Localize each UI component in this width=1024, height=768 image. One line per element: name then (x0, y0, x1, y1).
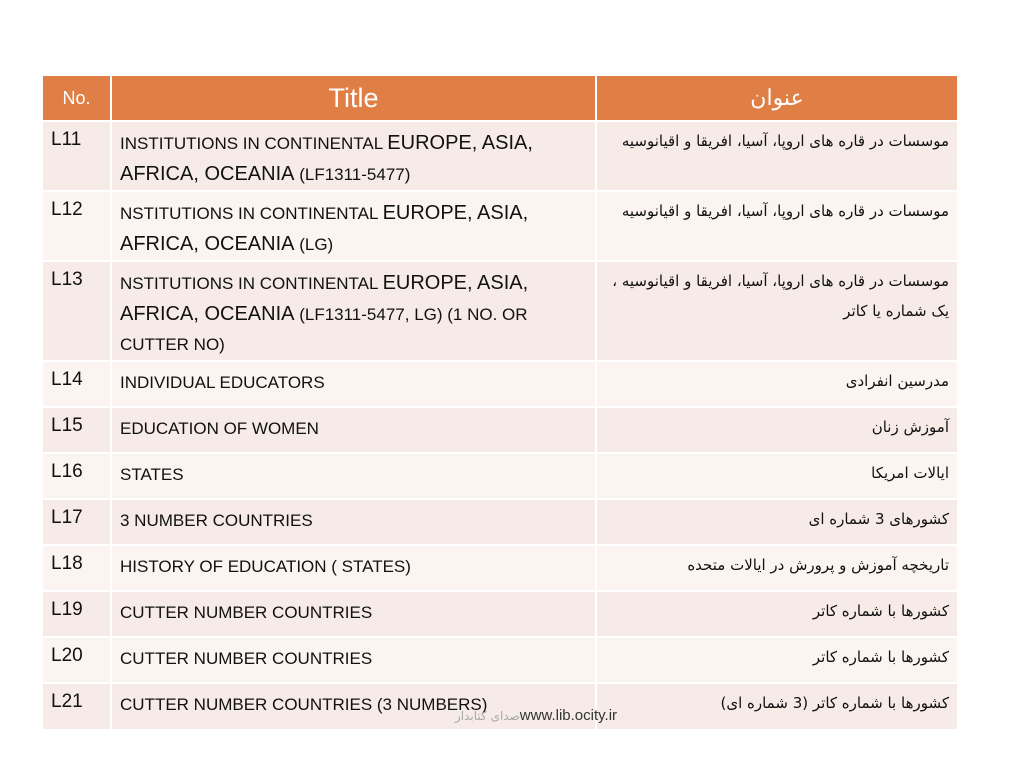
footer-brand: صدای کتابدار (455, 709, 520, 723)
row-number: L12 (43, 191, 111, 261)
table-row (43, 261, 957, 361)
row-number: L16 (43, 453, 111, 499)
row-title: HISTORY OF EDUCATION ( STATES) (111, 545, 596, 591)
row-persian-title: آموزش زنان (596, 407, 957, 453)
row-title: EDUCATION OF WOMEN (111, 407, 596, 453)
row-title (111, 191, 596, 261)
row-title-prefix: NSTITUTIONS IN CONTINENTAL (120, 204, 383, 223)
table-row (43, 499, 957, 545)
row-number: L11 (43, 121, 111, 191)
table-row (43, 545, 957, 591)
row-title (111, 121, 596, 191)
table-row (43, 453, 957, 499)
row-persian-title: کشورها با شماره کاتر (3 شماره ای) (596, 683, 957, 729)
row-persian-title: ایالات امریکا (596, 453, 957, 499)
table-row (43, 637, 957, 683)
row-title-prefix: INSTITUTIONS IN CONTINENTAL (120, 134, 388, 153)
table-row (43, 591, 957, 637)
row-title (111, 261, 596, 361)
row-number: L19 (43, 591, 111, 637)
row-persian-title: کشورها با شماره کاتر (596, 637, 957, 683)
row-persian-title: موسسات در قاره های اروپا، آسیا، افریقا و اقیانوسیه (596, 121, 957, 191)
table-row (43, 191, 957, 261)
table-row (43, 121, 957, 191)
row-title: CUTTER NUMBER COUNTRIES (111, 591, 596, 637)
row-title-suffix: (LF1311-5477, LG) (1 NO. OR CUTTER NO) (120, 305, 528, 354)
footer-watermark (455, 707, 617, 724)
header-persian-title: عنوان (596, 76, 957, 121)
header-title: Title (111, 76, 596, 121)
row-title-suffix: (LF1311-5477) (294, 165, 411, 184)
row-number: L14 (43, 361, 111, 407)
row-persian-title: تاریخچه آموزش و پرورش در ایالات متحده (596, 545, 957, 591)
table-row (43, 361, 957, 407)
row-title-suffix: (LG) (294, 235, 334, 254)
row-number: L15 (43, 407, 111, 453)
row-persian-title: موسسات در قاره های اروپا، آسیا، افریقا و اقیانوسیه ، یک شماره یا کاتر (596, 261, 957, 361)
row-title: CUTTER NUMBER COUNTRIES (111, 637, 596, 683)
row-title-prefix: NSTITUTIONS IN CONTINENTAL (120, 274, 383, 293)
classification-table-container (43, 76, 957, 729)
row-number: L18 (43, 545, 111, 591)
row-title: 3 NUMBER COUNTRIES (111, 499, 596, 545)
row-title: INDIVIDUAL EDUCATORS (111, 361, 596, 407)
row-title-continents: EUROPE, ASIA, AFRICA, OCEANIA (120, 272, 529, 325)
table-row (43, 407, 957, 453)
table-header-row (43, 76, 957, 121)
row-title-continents: EUROPE, ASIA, AFRICA, OCEANIA (120, 202, 529, 255)
row-persian-title: کشورها با شماره کاتر (596, 591, 957, 637)
row-persian-title: موسسات در قاره های اروپا، آسیا، افریقا و اقیانوسیه (596, 191, 957, 261)
row-title: CUTTER NUMBER COUNTRIES (3 NUMBERS) (111, 683, 596, 729)
row-title-continents: EUROPE, ASIA, AFRICA, OCEANIA (120, 132, 533, 185)
classification-table (43, 76, 957, 729)
row-title: STATES (111, 453, 596, 499)
row-number: L21 (43, 683, 111, 729)
row-number: L20 (43, 637, 111, 683)
footer-url[interactable]: www.lib.ocity.ir (519, 707, 618, 724)
row-number: L17 (43, 499, 111, 545)
header-no: No. (43, 76, 111, 121)
row-persian-title: کشورهای 3 شماره ای (596, 499, 957, 545)
row-number: L13 (43, 261, 111, 361)
row-persian-title: مدرسین انفرادی (596, 361, 957, 407)
